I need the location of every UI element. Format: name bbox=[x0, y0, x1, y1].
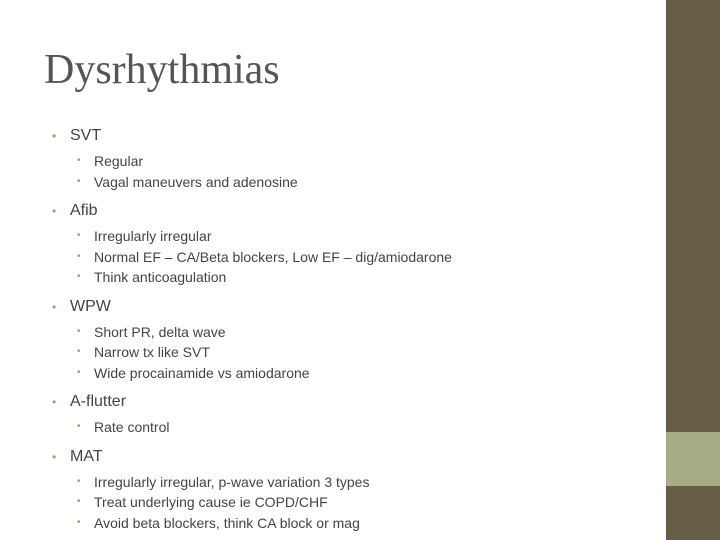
sub-bullet-dot-icon: • bbox=[77, 250, 81, 262]
sub-bullet-item bbox=[52, 492, 652, 513]
bullet-section-a-flutter bbox=[52, 391, 652, 438]
sub-bullet-text: Normal EF – CA/Beta blockers, Low EF – dig/amiodarone bbox=[94, 248, 452, 265]
sub-bullet-text: Short PR, delta wave bbox=[94, 323, 226, 340]
sub-bullet-dot-icon: • bbox=[77, 366, 81, 378]
sub-bullet-dot-icon: • bbox=[77, 346, 81, 357]
sub-bullet-text: Rate control bbox=[94, 419, 170, 435]
bullet-section-mat bbox=[52, 446, 652, 534]
bullet-item bbox=[52, 125, 652, 147]
sub-bullet-item bbox=[52, 322, 652, 343]
sub-bullet-text: Vagal maneuvers and adenosine bbox=[94, 173, 298, 190]
side-decor-accent bbox=[666, 432, 720, 486]
bullet-dot-icon: • bbox=[52, 449, 57, 464]
bullet-section-svt bbox=[52, 125, 652, 192]
bullet-dot-icon: • bbox=[52, 299, 57, 314]
sub-bullet-list bbox=[52, 322, 652, 384]
sub-bullet-text: Think anticoagulation bbox=[94, 269, 227, 285]
bullet-label: MAT bbox=[70, 447, 103, 465]
sub-bullet-dot-icon: • bbox=[77, 230, 81, 241]
sub-bullet-text: Treat underlying cause ie COPD/CHF bbox=[94, 494, 328, 510]
sub-bullet-item bbox=[52, 342, 652, 363]
bullet-section-afib bbox=[52, 200, 652, 288]
sub-bullet-item bbox=[52, 151, 652, 172]
bullet-item bbox=[52, 200, 652, 222]
sub-bullet-item bbox=[52, 363, 652, 384]
bullet-dot-icon: • bbox=[52, 129, 57, 143]
slide-title: Dysrhythmias bbox=[44, 47, 280, 93]
sub-bullet-item bbox=[52, 513, 652, 534]
sub-bullet-dot-icon: • bbox=[77, 475, 81, 487]
sub-bullet-text: Regular bbox=[94, 153, 144, 169]
sub-bullet-dot-icon: • bbox=[77, 496, 81, 507]
bullet-label: WPW bbox=[70, 297, 111, 315]
sub-bullet-list bbox=[52, 472, 652, 534]
sub-bullet-dot-icon: • bbox=[77, 516, 81, 528]
sub-bullet-dot-icon: • bbox=[77, 155, 81, 166]
sub-bullet-item bbox=[52, 172, 652, 193]
sub-bullet-text: Narrow tx like SVT bbox=[94, 344, 210, 360]
sub-bullet-text: Irregularly irregular bbox=[94, 228, 212, 244]
sub-bullet-dot-icon: • bbox=[77, 271, 81, 282]
bullet-list bbox=[52, 125, 652, 540]
sub-bullet-item bbox=[52, 267, 652, 288]
sub-bullet-dot-icon: • bbox=[77, 421, 81, 432]
bullet-item bbox=[52, 391, 652, 413]
sub-bullet-item bbox=[52, 226, 652, 247]
sub-bullet-text: Avoid beta blockers, think CA block or mag bbox=[94, 514, 360, 531]
bullet-item bbox=[52, 446, 652, 468]
bullet-dot-icon: • bbox=[52, 204, 57, 218]
sub-bullet-item bbox=[52, 417, 652, 438]
sub-bullet-item bbox=[52, 472, 652, 493]
sub-bullet-dot-icon: • bbox=[77, 175, 81, 187]
bullet-label: A-flutter bbox=[70, 393, 127, 410]
sub-bullet-dot-icon: • bbox=[77, 325, 81, 337]
bullet-section-wpw bbox=[52, 296, 652, 384]
sub-bullet-list bbox=[52, 151, 652, 192]
bullet-dot-icon: • bbox=[52, 395, 57, 409]
sub-bullet-list bbox=[52, 226, 652, 288]
sub-bullet-item bbox=[52, 247, 652, 268]
bullet-label: SVT bbox=[70, 127, 102, 144]
sub-bullet-list bbox=[52, 417, 652, 438]
bullet-label: Afib bbox=[70, 202, 98, 219]
sub-bullet-text: Irregularly irregular, p-wave variation 3 types bbox=[94, 473, 370, 490]
sub-bullet-text: Wide procainamide vs amiodarone bbox=[94, 364, 310, 381]
bullet-item bbox=[52, 296, 652, 318]
